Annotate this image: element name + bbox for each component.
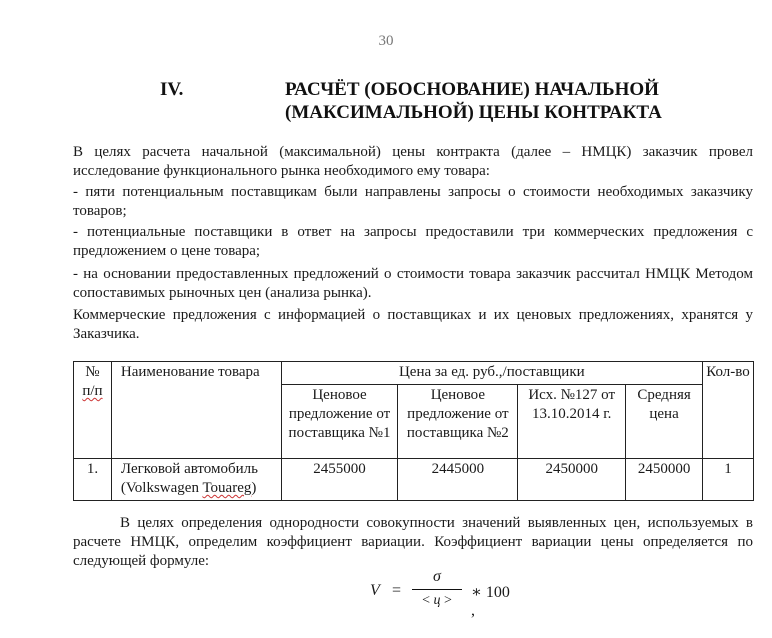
cell-name-line1: Легковой автомобиль — [120, 461, 258, 477]
header-outgoing-127: Исх. №127 от 13.10.2014 г. — [518, 385, 626, 459]
cell-qty: 1 — [703, 459, 754, 501]
header-num-symbol: № — [85, 364, 100, 380]
cell-num: 1. — [74, 459, 112, 501]
section-title — [194, 78, 662, 124]
section-title-line2: (МАКСИМАЛЬНОЙ) ЦЕНЫ КОНТРАКТА — [285, 102, 662, 123]
denominator-variable: ц — [433, 593, 441, 608]
header-num-pp: п/п — [82, 383, 103, 399]
cell-name-model: Touareg — [202, 480, 252, 496]
bullet-responses: - потенциальные поставщики в ответ на запросы предоставили три коммерческих предложения с предложением о цене товара; — [73, 224, 753, 259]
variation-formula — [370, 568, 510, 618]
table-row — [74, 459, 754, 501]
formula-lhs: V — [370, 582, 380, 599]
cell-name-model-prefix: (Volkswagen — [120, 480, 203, 496]
cell-average-price: 2450000 — [626, 459, 703, 501]
formula-fraction — [412, 568, 462, 609]
header-supplier1: Ценовое предложение от поставщика №1 — [281, 385, 398, 459]
storage-paragraph: Коммерческие предложения с информацией о поставщиках и их ценовых предложениях, хранятся у Заказчика. — [73, 307, 753, 342]
section-title-line1: РАСЧЁТ (ОБОСНОВАНИЕ) НАЧАЛЬНОЙ — [285, 79, 659, 100]
header-num — [74, 362, 112, 459]
page-number: 30 — [378, 33, 394, 49]
fraction-bar — [412, 589, 462, 590]
header-supplier2: Ценовое предложение от поставщика №2 — [398, 385, 518, 459]
price-table — [73, 361, 754, 501]
header-name: Наименование товара — [111, 362, 281, 459]
formula-numerator: σ — [433, 568, 441, 585]
cell-name — [111, 459, 281, 501]
header-qty: Кол-во — [703, 362, 754, 459]
table-header-row — [74, 362, 754, 385]
bullet-calculation: - на основании предоставленных предложений о стоимости товара заказчик рассчитал НМЦК Методом сопоставимых рыночных цен (анализа рынка). — [73, 266, 753, 301]
intro-paragraph: В целях расчета начальной (максимальной) цены контракта (далее – НМЦК) заказчик провел исследование функционального рынка необходимого ему товара: — [73, 144, 753, 179]
header-average-price: Средняя цена — [626, 385, 703, 459]
section-numeral: IV. — [160, 79, 184, 100]
formula-multiplier: ∗ 100 , — [471, 584, 510, 619]
denominator-left-bracket: < — [422, 593, 430, 608]
formula-denominator — [412, 593, 462, 609]
denominator-right-bracket: > — [444, 593, 452, 608]
variation-paragraph: В целях определения однородности совокупности значений выявленных цен, используемых в расчете НМЦК, определим коэффициент вариации. Коэффициент вариации цены определяется по следующей формуле: — [73, 515, 753, 569]
cell-price-supplier2: 2445000 — [398, 459, 518, 501]
bullet-requests: - пяти потенциальным поставщикам были направлены запросы о стоимости необходимых заказчику товаров; — [73, 184, 753, 219]
header-price-group: Цена за ед. руб.,/поставщики — [281, 362, 702, 385]
cell-price-supplier1: 2455000 — [281, 459, 398, 501]
formula-equals: = — [392, 582, 402, 599]
cell-price-outgoing: 2450000 — [518, 459, 626, 501]
cell-name-model-suffix: ) — [251, 480, 257, 496]
